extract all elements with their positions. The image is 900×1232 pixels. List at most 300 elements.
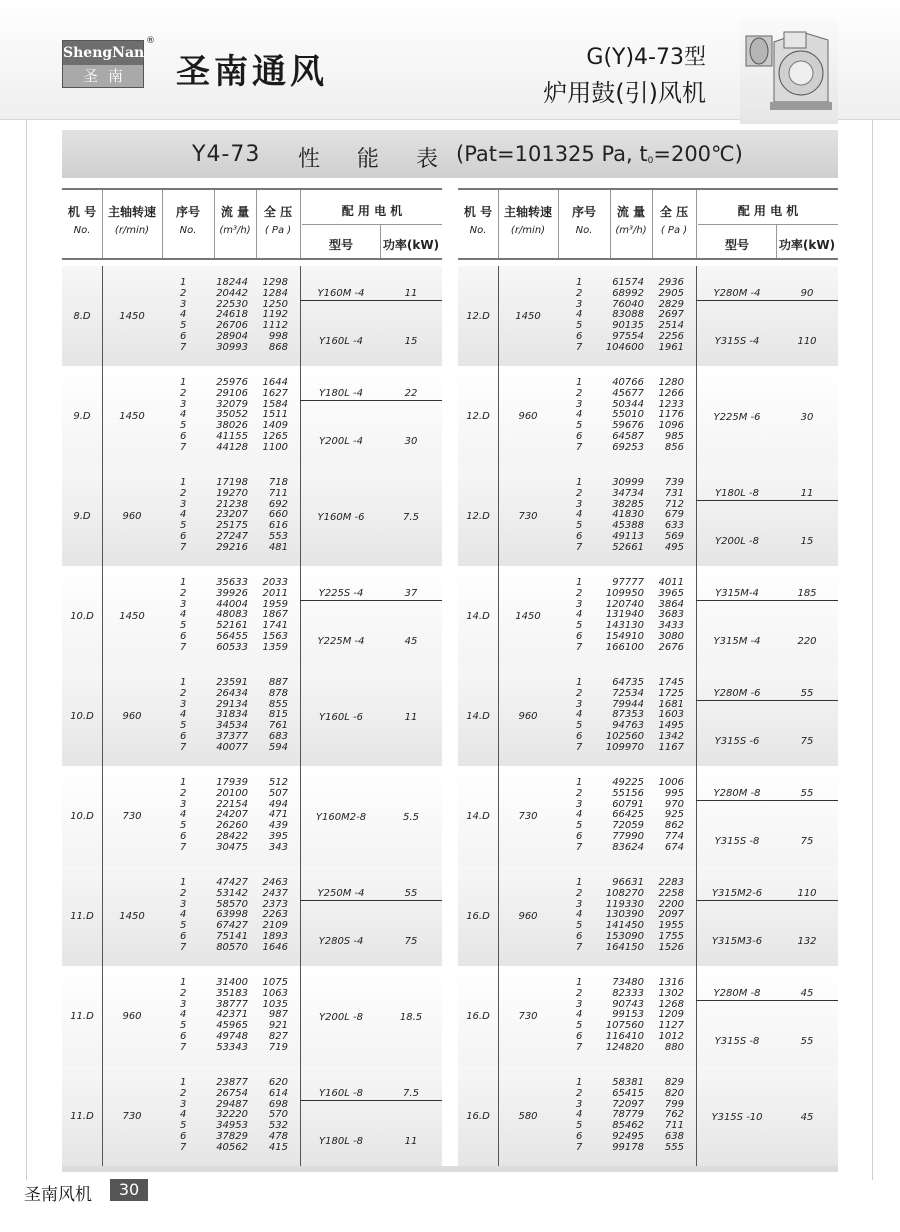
spindle-speed: 1450 <box>515 610 541 622</box>
seq-number: 7 <box>180 741 187 753</box>
flow-value: 18244 <box>216 277 248 288</box>
seq-number: 7 <box>180 541 187 553</box>
flow-value: 44128 <box>216 441 248 453</box>
seq-number: 5 <box>180 320 187 332</box>
seq-number: 3 <box>576 698 583 710</box>
pressure-value: 494 <box>268 798 288 810</box>
pressure-value: 998 <box>268 330 288 342</box>
motor-type: Y280S -4 <box>318 936 364 947</box>
pressure-value: 1006 <box>658 777 684 788</box>
pressure-value: 2109 <box>262 920 288 932</box>
pressure-value: 1342 <box>658 730 684 742</box>
flow-value: 24618 <box>216 309 248 321</box>
pressure-value: 2829 <box>658 298 684 310</box>
pressure-value: 1409 <box>262 420 288 432</box>
seq-number: 1 <box>180 577 187 588</box>
motor-divider <box>696 500 838 501</box>
motor-power: 220 <box>797 636 817 647</box>
header-motor: 配 用 电 机 <box>341 204 403 218</box>
pressure-value: 1584 <box>262 398 288 410</box>
flow-value: 34534 <box>216 720 248 732</box>
seq-number: 2 <box>180 687 187 699</box>
product-model: G(Y)4-73型 <box>586 45 706 70</box>
pressure-value: 1233 <box>658 398 684 410</box>
column-separator <box>300 366 301 466</box>
column-separator <box>300 766 301 866</box>
header-pres <box>256 206 300 237</box>
header-speed-cn: 主轴转速 <box>107 205 156 219</box>
flow-value: 65415 <box>612 1087 644 1099</box>
header-pres-en: ( Pa ) <box>660 225 688 236</box>
flow-value: 24207 <box>216 809 248 821</box>
spindle-speed: 580 <box>518 1110 538 1122</box>
pressure-value: 815 <box>268 709 288 721</box>
pressure-value: 774 <box>664 830 684 842</box>
data-row <box>62 1141 288 1154</box>
flow-value: 23207 <box>216 509 248 521</box>
pressure-value: 570 <box>268 1109 288 1121</box>
spindle-speed: 960 <box>122 510 142 522</box>
pressure-value: 415 <box>268 1141 288 1153</box>
seq-number: 3 <box>180 498 187 510</box>
data-row <box>62 541 288 554</box>
pressure-value: 1961 <box>658 341 684 353</box>
motor-power: 45 <box>800 988 814 999</box>
flow-value: 34734 <box>612 487 644 499</box>
performance-group <box>62 566 442 666</box>
performance-group <box>458 866 838 966</box>
flow-value: 38026 <box>216 420 248 432</box>
flow-value: 154910 <box>605 630 644 642</box>
flow-value: 50344 <box>612 398 644 410</box>
data-row <box>458 441 684 454</box>
motor-power: 55 <box>800 788 814 799</box>
seq-number: 1 <box>576 277 583 288</box>
motor-power: 110 <box>797 336 817 347</box>
motor-type: Y315M -4 <box>713 636 761 647</box>
motor-power: 5.5 <box>403 812 419 823</box>
flow-value: 108270 <box>605 887 644 899</box>
flow-value: 47427 <box>216 877 248 888</box>
flow-value: 45388 <box>612 520 644 532</box>
data-row <box>62 587 288 600</box>
motor-power: 75 <box>800 736 814 747</box>
seq-number: 5 <box>180 1120 187 1132</box>
seq-number: 4 <box>180 1109 187 1121</box>
seq-number: 4 <box>576 909 583 921</box>
motor-power: 22 <box>404 388 418 399</box>
flow-value: 29106 <box>216 387 248 399</box>
column-separator <box>696 966 697 1066</box>
flow-value: 99153 <box>612 1009 644 1021</box>
pressure-value: 1127 <box>658 1020 684 1032</box>
seq-number: 4 <box>576 1009 583 1021</box>
flow-value: 76040 <box>612 298 644 310</box>
pressure-value: 3965 <box>658 587 684 599</box>
flow-value: 17939 <box>216 777 248 788</box>
header-machine-en: No. <box>469 225 487 236</box>
motor-power: 15 <box>404 336 418 347</box>
data-rows <box>458 877 684 954</box>
header-speed-en: (r/min) <box>510 225 546 236</box>
flow-value: 26260 <box>216 820 248 832</box>
performance-group <box>458 1066 838 1166</box>
seq-number: 3 <box>180 1098 187 1110</box>
flow-value: 63998 <box>216 909 248 921</box>
flow-value: 45965 <box>216 1020 248 1032</box>
table-title: 性 能 表 <box>298 147 453 172</box>
flow-value: 20442 <box>216 287 248 299</box>
pressure-value: 1035 <box>262 998 288 1010</box>
motor-power: 75 <box>404 936 418 947</box>
header-machine-en: No. <box>73 225 91 236</box>
performance-group <box>62 366 442 466</box>
pressure-value: 2256 <box>658 330 684 342</box>
flow-value: 75141 <box>216 930 248 942</box>
seq-number: 6 <box>180 530 187 542</box>
pressure-value: 2463 <box>262 877 288 888</box>
flow-value: 37377 <box>216 730 248 742</box>
pressure-value: 3683 <box>658 609 684 621</box>
seq-number: 1 <box>180 877 187 888</box>
flow-value: 41155 <box>216 430 248 442</box>
pressure-value: 878 <box>268 687 288 699</box>
motor-type: Y250M -4 <box>317 888 365 899</box>
flow-value: 29216 <box>216 541 248 553</box>
flow-value: 79944 <box>612 698 644 710</box>
flow-value: 66425 <box>612 809 644 821</box>
pressure-value: 679 <box>664 509 684 521</box>
seq-number: 1 <box>576 677 583 688</box>
flow-value: 109950 <box>605 587 644 599</box>
pressure-value: 1012 <box>658 1030 684 1042</box>
pressure-value: 762 <box>664 1109 684 1121</box>
motor-type: Y225M -6 <box>713 412 761 423</box>
seq-number: 4 <box>180 1009 187 1021</box>
flow-value: 52161 <box>216 620 248 632</box>
flow-value: 22154 <box>216 798 248 810</box>
header-motor-type: 型号 <box>724 238 749 252</box>
data-row <box>62 287 288 300</box>
spindle-speed: 1450 <box>119 410 145 422</box>
pressure-value: 620 <box>268 1077 288 1088</box>
spindle-speed: 960 <box>518 410 538 422</box>
pressure-value: 1167 <box>658 741 684 753</box>
data-row <box>458 787 684 800</box>
flow-value: 72059 <box>612 820 644 832</box>
seq-number: 5 <box>180 920 187 932</box>
pressure-value: 1302 <box>658 987 684 999</box>
product-title <box>543 40 706 108</box>
pressure-value: 1725 <box>658 687 684 699</box>
column-separator <box>696 666 697 766</box>
performance-group <box>458 766 838 866</box>
performance-group <box>62 1066 442 1166</box>
flow-value: 29134 <box>216 698 248 710</box>
motor-divider <box>300 400 442 401</box>
header-speed-en: (r/min) <box>114 225 150 236</box>
pressure-value: 1959 <box>262 598 288 610</box>
spindle-speed: 1450 <box>119 910 145 922</box>
seq-number: 2 <box>180 487 187 499</box>
flow-value: 61574 <box>612 277 644 288</box>
seq-number: 6 <box>576 330 583 342</box>
machine-number: 9.D <box>73 510 91 522</box>
column-separator <box>696 866 697 966</box>
data-row <box>62 787 288 800</box>
pressure-value: 616 <box>268 520 288 532</box>
header-seq-cn: 序号 <box>571 205 596 219</box>
machine-number: 10.D <box>70 610 94 622</box>
flow-value: 107560 <box>605 1020 644 1032</box>
flow-value: 28422 <box>216 830 248 842</box>
data-rows <box>458 277 684 354</box>
pressure-value: 2697 <box>658 309 684 321</box>
pressure-value: 925 <box>664 809 684 821</box>
header-flow-en: (m³/h) <box>219 225 251 236</box>
flow-value: 37829 <box>216 1130 248 1142</box>
seq-number: 3 <box>576 298 583 310</box>
data-row <box>458 841 684 854</box>
pressure-value: 985 <box>664 430 684 442</box>
seq-number: 4 <box>180 509 187 521</box>
data-row <box>62 1087 288 1100</box>
header-seq <box>162 206 214 237</box>
pressure-value: 471 <box>268 809 288 821</box>
column-separator <box>300 466 301 566</box>
machine-number: 10.D <box>70 710 94 722</box>
flow-value: 60533 <box>216 641 248 653</box>
motor-power: 75 <box>800 836 814 847</box>
seq-number: 1 <box>576 877 583 888</box>
flow-value: 40562 <box>216 1141 248 1153</box>
flow-value: 26434 <box>216 687 248 699</box>
motor-power: 110 <box>797 888 817 899</box>
seq-number: 1 <box>180 977 187 988</box>
motor-type: Y225S -4 <box>318 588 364 599</box>
data-row <box>458 1087 684 1100</box>
flow-value: 164150 <box>605 941 644 953</box>
motor-power: 7.5 <box>403 1088 419 1099</box>
seq-number: 4 <box>576 709 583 721</box>
flow-value: 59676 <box>612 420 644 432</box>
flow-value: 20100 <box>216 787 248 799</box>
seq-number: 5 <box>180 520 187 532</box>
pressure-value: 711 <box>268 487 288 499</box>
seq-number: 4 <box>576 509 583 521</box>
brand-name: 圣南通风 <box>176 52 328 92</box>
table-header <box>62 188 442 260</box>
machine-number: 14.D <box>466 710 490 722</box>
seq-number: 2 <box>180 787 187 799</box>
flow-value: 30993 <box>216 341 248 353</box>
motor-divider <box>696 900 838 901</box>
seq-number: 2 <box>576 487 583 499</box>
machine-number: 11.D <box>70 1010 94 1022</box>
motor-type: Y160L -4 <box>319 336 363 347</box>
seq-number: 6 <box>180 930 187 942</box>
pressure-value: 2258 <box>658 887 684 899</box>
left-table <box>62 188 442 1162</box>
motor-type: Y200L -8 <box>319 1012 363 1023</box>
flow-value: 120740 <box>605 598 644 610</box>
header-pres-cn: 全 压 <box>263 205 293 219</box>
seq-number: 2 <box>576 287 583 299</box>
pressure-value: 1063 <box>262 987 288 999</box>
pressure-value: 1495 <box>658 720 684 732</box>
header-flow-cn: 流 量 <box>220 205 250 219</box>
data-row <box>458 987 684 1000</box>
header-machine <box>62 206 102 237</box>
pressure-value: 1563 <box>262 630 288 642</box>
header-speed-cn: 主轴转速 <box>503 205 552 219</box>
flow-value: 55010 <box>612 409 644 421</box>
header-pres-cn: 全 压 <box>659 205 689 219</box>
pressure-value: 712 <box>664 498 684 510</box>
seq-number: 5 <box>576 1020 583 1032</box>
flow-value: 141450 <box>605 920 644 932</box>
spindle-speed: 960 <box>518 910 538 922</box>
flow-value: 83088 <box>612 309 644 321</box>
seq-number: 4 <box>576 1109 583 1121</box>
footer-company: 圣南风机 <box>24 1185 92 1205</box>
flow-value: 53142 <box>216 887 248 899</box>
data-row <box>458 487 684 500</box>
machine-number: 12.D <box>466 510 490 522</box>
pressure-value: 827 <box>268 1030 288 1042</box>
seq-number: 4 <box>576 809 583 821</box>
flow-value: 21238 <box>216 498 248 510</box>
motor-type: Y200L -4 <box>319 436 363 447</box>
flow-value: 41830 <box>612 509 644 521</box>
motor-type: Y280M -8 <box>713 988 761 999</box>
data-row <box>62 841 288 854</box>
flow-value: 166100 <box>605 641 644 653</box>
table-model: Y4-73 <box>192 142 261 167</box>
machine-number: 11.D <box>70 1110 94 1122</box>
seq-number: 7 <box>180 641 187 653</box>
seq-number: 5 <box>576 620 583 632</box>
seq-number: 7 <box>576 341 583 353</box>
spindle-speed: 730 <box>518 1010 538 1022</box>
spindle-speed: 1450 <box>119 610 145 622</box>
flow-value: 38777 <box>216 998 248 1010</box>
seq-number: 6 <box>576 630 583 642</box>
flow-value: 53343 <box>216 1041 248 1053</box>
column-separator <box>300 666 301 766</box>
spindle-speed: 1450 <box>119 310 145 322</box>
pressure-value: 1209 <box>658 1009 684 1021</box>
flow-value: 124820 <box>605 1041 644 1053</box>
seq-number: 5 <box>180 620 187 632</box>
performance-group <box>458 266 838 366</box>
flow-value: 42371 <box>216 1009 248 1021</box>
seq-number: 3 <box>180 298 187 310</box>
seq-number: 7 <box>576 941 583 953</box>
data-row <box>458 687 684 700</box>
flow-value: 35633 <box>216 577 248 588</box>
motor-power: 11 <box>404 1136 418 1147</box>
seq-number: 7 <box>576 641 583 653</box>
motor-divider <box>300 900 442 901</box>
column-separator <box>300 266 301 366</box>
flow-value: 97554 <box>612 330 644 342</box>
seq-number: 6 <box>180 630 187 642</box>
motor-type: Y280M -8 <box>713 788 761 799</box>
pressure-value: 594 <box>268 741 288 753</box>
right-table <box>458 188 838 1162</box>
data-row <box>62 941 288 954</box>
pressure-value: 1359 <box>262 641 288 653</box>
seq-number: 6 <box>180 730 187 742</box>
header-seq-cn: 序号 <box>175 205 200 219</box>
column-separator <box>696 1066 697 1166</box>
flow-value: 49748 <box>216 1030 248 1042</box>
registered-mark: ® <box>146 36 155 46</box>
seq-number: 1 <box>180 1077 187 1088</box>
seq-number: 6 <box>576 1030 583 1042</box>
logo-text-en: ShengNan <box>63 41 143 65</box>
flow-value: 32220 <box>216 1109 248 1121</box>
cond-temperature: =200℃) <box>653 142 743 166</box>
seq-number: 6 <box>576 530 583 542</box>
spindle-speed: 730 <box>518 810 538 822</box>
pressure-value: 1266 <box>658 387 684 399</box>
pressure-value: 1644 <box>262 377 288 388</box>
motor-type: Y315M2-6 <box>711 888 763 899</box>
seq-number: 5 <box>576 520 583 532</box>
pressure-value: 995 <box>664 787 684 799</box>
motor-power: 55 <box>404 888 418 899</box>
pressure-value: 1096 <box>658 420 684 432</box>
column-separator <box>696 266 697 366</box>
seq-number: 7 <box>180 941 187 953</box>
pressure-value: 1268 <box>658 998 684 1010</box>
performance-group <box>458 966 838 1066</box>
seq-number: 7 <box>576 441 583 453</box>
seq-number: 5 <box>576 420 583 432</box>
header-seq-en: No. <box>179 225 197 236</box>
header-motor-power: 功率(kW) <box>382 238 440 252</box>
flow-value: 23591 <box>216 677 248 688</box>
flow-value: 96631 <box>612 877 644 888</box>
machine-number: 16.D <box>466 1110 490 1122</box>
performance-group <box>458 366 838 466</box>
data-rows <box>458 1077 684 1154</box>
flow-value: 109970 <box>605 741 644 753</box>
seq-number: 5 <box>576 720 583 732</box>
flow-value: 31834 <box>216 709 248 721</box>
data-rows <box>62 977 288 1054</box>
pressure-value: 633 <box>664 520 684 532</box>
seq-number: 5 <box>180 1020 187 1032</box>
pressure-value: 718 <box>268 477 288 488</box>
pressure-value: 987 <box>268 1009 288 1021</box>
motor-header-line <box>698 224 838 225</box>
pressure-value: 1316 <box>658 977 684 988</box>
pressure-value: 343 <box>268 841 288 853</box>
flow-value: 30475 <box>216 841 248 853</box>
motor-type: Y180L -4 <box>319 388 363 399</box>
flow-value: 35183 <box>216 987 248 999</box>
motor-type: Y315M-4 <box>715 588 759 599</box>
pressure-value: 1741 <box>262 620 288 632</box>
seq-number: 6 <box>576 930 583 942</box>
pressure-value: 692 <box>268 498 288 510</box>
flow-value: 40077 <box>216 741 248 753</box>
pressure-value: 532 <box>268 1120 288 1132</box>
data-row <box>62 741 288 754</box>
